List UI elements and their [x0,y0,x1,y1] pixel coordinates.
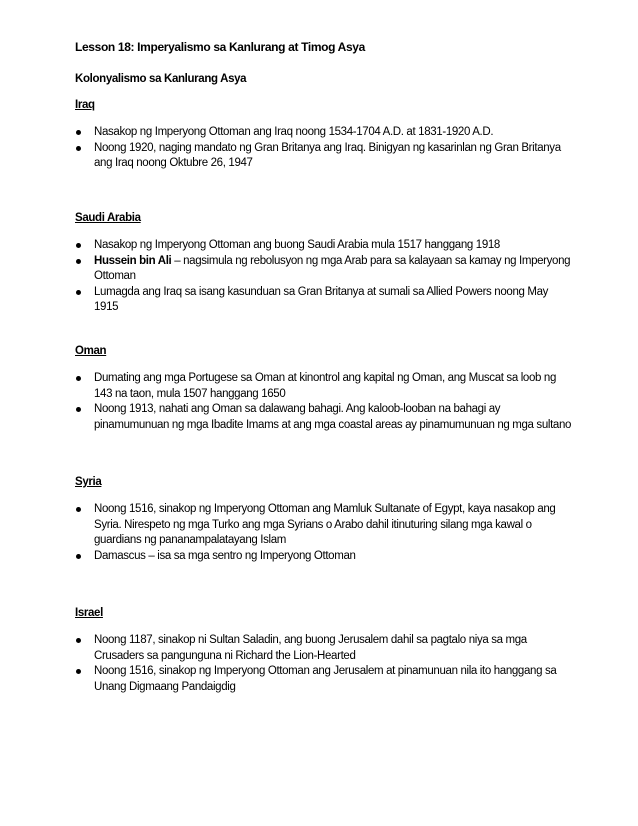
list-item [75,254,575,285]
section-iraq [75,98,575,172]
bullet-icon [76,130,81,135]
bullet-icon [76,638,81,643]
section-saudi-arabia [75,211,575,316]
bullet-icon [76,507,81,512]
bullet-list-oman [75,371,575,433]
list-item-text: Noong 1516, sinakop ng Imperyong Ottoman ang Mamluk Sultanate of Egypt, kaya nasakop ang Syria. Nirespeto ng mga Turko ang mga Syrians o Arabo dahil itinuturing silang mga kawal o guardians ng pananampalatayang Islam [94,503,556,546]
bullet-icon [76,407,81,412]
lesson-title: Lesson 18: Imperyalismo sa Kanlurang at Timog Asya [75,40,365,54]
section-syria [75,475,575,564]
list-item [75,371,575,402]
section-heading-israel: Israel [75,607,103,619]
list-item [75,285,575,316]
list-item-text: Lumagda ang Iraq sa isang kasunduan sa Gran Britanya at sumali sa Allied Powers noong May 1915 [94,285,549,313]
section-israel [75,606,575,695]
bullet-icon [76,290,81,295]
section-oman [75,344,575,433]
bullet-icon [76,554,81,559]
list-item [75,549,575,565]
list-item [75,664,575,695]
list-item-text: Damascus – isa sa mga sentro ng Imperyong Ottoman [94,549,356,562]
list-item-text: Noong 1187, sinakop ni Sultan Saladin, ang buong Jerusalem dahil sa pagtalo niya sa mga Crusaders sa pangunguna ni Richard the Lion-Hearted [94,634,527,662]
list-item-text: Noong 1516, sinakop ng Imperyong Ottoman ang Jerusalem at pinamunuan nila ito hanggang sa Unang Digmaang Pandaigdig [94,665,557,693]
list-item [75,402,575,433]
bullet-list-saudi-arabia [75,238,575,316]
list-item-text: Nasakop ng Imperyong Ottoman ang Iraq noong 1534-1704 A.D. at 1831-1920 A.D. [94,126,494,138]
list-item-text: Noong 1913, nahati ang Oman sa dalawang bahagi. Ang kaloob-looban na bahagi ay pinamumunuan ng mga Ibadite Imams at ang mga coastal areas ay pinamumunuan ng mga sultano [94,403,572,431]
list-item [75,633,575,664]
list-item [75,125,575,141]
section-heading-syria: Syria [75,476,102,488]
bullet-list-iraq [75,125,575,172]
list-item-text: Nasakop ng Imperyong Ottoman ang buong Saudi Arabia mula 1517 hanggang 1918 [94,239,500,251]
bullet-icon [76,669,81,674]
bullet-icon [76,376,81,381]
list-item [75,141,575,172]
bullet-icon [76,146,81,151]
document-subtitle: Kolonyalismo sa Kanlurang Asya [75,73,247,85]
list-item-bold-term: Hussein bin Ali [94,254,172,267]
section-heading-iraq: Iraq [75,99,95,111]
bullet-icon [76,243,81,248]
bullet-list-israel [75,633,575,695]
bullet-list-syria [75,502,575,564]
list-item [75,502,575,549]
bullet-icon [76,259,81,264]
section-heading-oman: Oman [75,345,107,357]
list-item-text: Noong 1920, naging mandato ng Gran Britanya ang Iraq. Binigyan ng kasarinlan ng Gran Britanya ang Iraq noong Oktubre 26, 1947 [94,141,561,169]
list-item [75,238,575,254]
list-item-text: Dumating ang mga Portugese sa Oman at kinontrol ang kapital ng Oman, ang Muscat sa loob ng 143 na taon, mula 1507 hanggang 1650 [94,372,557,400]
section-heading-saudi-arabia: Saudi Arabia [75,212,141,224]
list-item-text: – nagsimula ng rebolusyon ng mga Arab para sa kalayaan sa kamay ng Imperyong Ottoman [94,254,571,282]
